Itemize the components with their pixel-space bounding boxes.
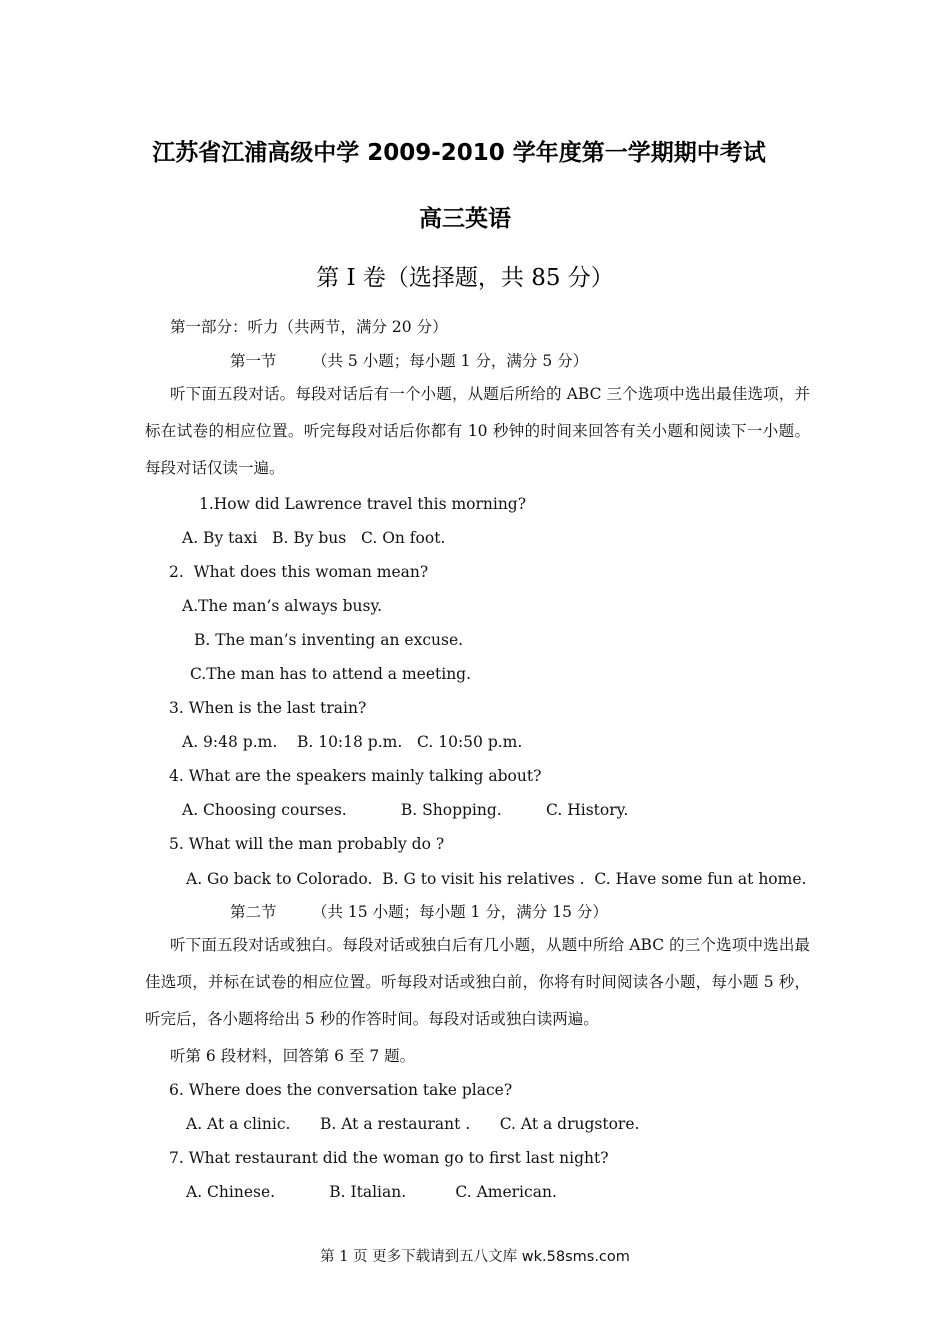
- question-7-options: A. Chinese. B. Italian. C. American.: [186, 1183, 557, 1201]
- section1-label: 第一节: [230, 352, 277, 370]
- part1-heading: 第一部分：听力（共两节，满分 20 分）: [170, 318, 448, 336]
- section1-instructions: 听下面五段对话。每段对话后有一个小题，从题后所给的 ABC 三个选项中选出最佳选项，并标在试卷的相应位置。听完每段对话后你都有 10 秒钟的时间来回答有关小题和阅读下一小题。每段对话仅读一遍。: [145, 385, 810, 477]
- question-7: 7. What restaurant did the woman go to first last night?: [169, 1149, 609, 1167]
- section2-info: （共 15 小题；每小题 1 分，满分 15 分）: [312, 903, 608, 921]
- volume-title: 第 I 卷（选择题，共 85 分）: [316, 265, 614, 291]
- question-3-options: A. 9:48 p.m. B. 10:18 p.m. C. 10:50 p.m.: [182, 733, 523, 751]
- question-3: 3. When is the last train?: [169, 699, 367, 717]
- question-1-options: A. By taxi B. By bus C. On foot.: [182, 529, 446, 547]
- question-2-option-c: C.The man has to attend a meeting.: [190, 665, 472, 683]
- section2-label: 第二节: [230, 903, 277, 921]
- question-6: 6. Where does the conversation take place?: [169, 1081, 513, 1099]
- subject-title: 高三英语: [419, 206, 511, 232]
- question-5: 5. What will the man probably do ?: [169, 835, 445, 853]
- material-6-note: 听第 6 段材料，回答第 6 至 7 题。: [170, 1047, 416, 1065]
- question-2: 2. What does this woman mean?: [169, 563, 429, 581]
- footer-site-link[interactable]: wk.58sms.com: [521, 1249, 630, 1265]
- question-2-option-a: A.The man’s always busy.: [182, 597, 383, 615]
- exam-title: 江苏省江浦高级中学 2009-2010 学年度第一学期期中考试: [152, 140, 766, 166]
- question-6-options: A. At a clinic. B. At a restaurant . C. At a drugstore.: [186, 1115, 640, 1133]
- section2-instructions: 听下面五段对话或独白。每段对话或独白后有几小题，从题中所给 ABC 的三个选项中选出最佳选项，并标在试卷的相应位置。听每段对话或独白前，你将有时间阅读各小题，每小题 5 秒，听完后，各小题将给出 5 秒的作答时间。每段对话或独白读两遍。: [145, 936, 810, 1028]
- page-footer: [0, 1245, 950, 1266]
- question-4-options: A. Choosing courses. B. Shopping. C. History.: [182, 801, 629, 819]
- question-5-options: A. Go back to Colorado. B. G to visit his relatives . C. Have some fun at home.: [186, 870, 807, 888]
- question-4: 4. What are the speakers mainly talking about?: [169, 767, 542, 785]
- section1-info: （共 5 小题；每小题 1 分，满分 5 分）: [312, 352, 589, 370]
- question-1: 1.How did Lawrence travel this morning?: [199, 495, 527, 513]
- question-2-option-b: B. The man’s inventing an excuse.: [194, 631, 464, 649]
- footer-page-text: 第 1 页 更多下载请到五八文库: [320, 1249, 518, 1265]
